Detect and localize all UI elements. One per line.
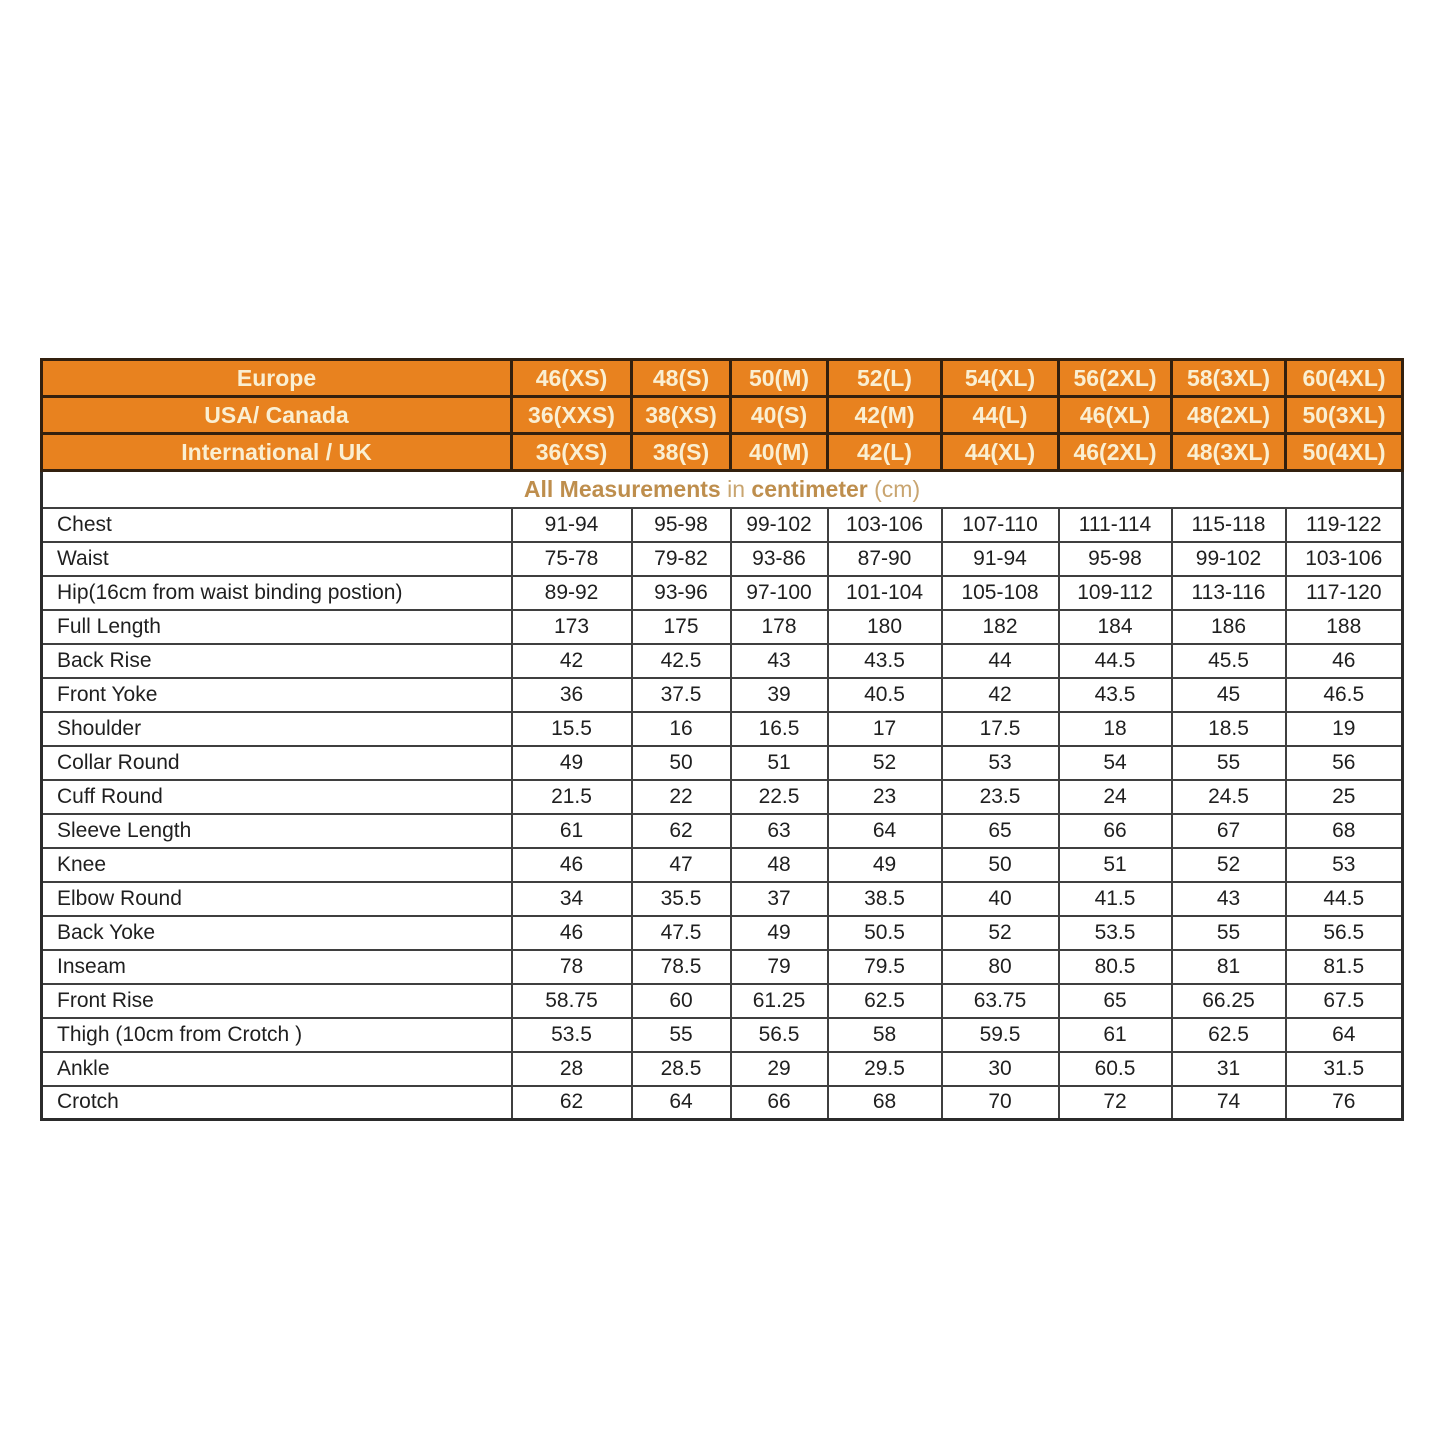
value-cell: 36 bbox=[512, 678, 632, 712]
value-cell: 78.5 bbox=[632, 950, 731, 984]
value-cell: 186 bbox=[1172, 610, 1286, 644]
value-cell: 93-96 bbox=[632, 576, 731, 610]
units-note-lead: All Measurements bbox=[523, 475, 721, 502]
value-cell: 61.25 bbox=[731, 984, 828, 1018]
value-cell: 113-116 bbox=[1172, 576, 1286, 610]
value-cell: 97-100 bbox=[731, 576, 828, 610]
value-cell: 28 bbox=[512, 1052, 632, 1086]
size-cell: 48(3XL) bbox=[1172, 434, 1286, 471]
value-cell: 31 bbox=[1172, 1052, 1286, 1086]
value-cell: 119-122 bbox=[1286, 508, 1403, 542]
value-cell: 53 bbox=[942, 746, 1059, 780]
value-cell: 80.5 bbox=[1059, 950, 1172, 984]
value-cell: 43.5 bbox=[828, 644, 942, 678]
size-cell: 60(4XL) bbox=[1286, 360, 1403, 397]
value-cell: 95-98 bbox=[1059, 542, 1172, 576]
value-cell: 39 bbox=[731, 678, 828, 712]
region-label-europe: Europe bbox=[42, 360, 512, 397]
size-cell: 50(4XL) bbox=[1286, 434, 1403, 471]
measurement-label: Front Rise bbox=[42, 984, 512, 1018]
size-cell: 52(L) bbox=[828, 360, 942, 397]
measurement-row bbox=[42, 610, 1403, 644]
value-cell: 46 bbox=[1286, 644, 1403, 678]
size-cell: 50(M) bbox=[731, 360, 828, 397]
value-cell: 67 bbox=[1172, 814, 1286, 848]
value-cell: 99-102 bbox=[731, 508, 828, 542]
measurement-row bbox=[42, 916, 1403, 950]
value-cell: 188 bbox=[1286, 610, 1403, 644]
measurement-row bbox=[42, 712, 1403, 746]
value-cell: 24.5 bbox=[1172, 780, 1286, 814]
size-cell: 58(3XL) bbox=[1172, 360, 1286, 397]
value-cell: 38.5 bbox=[828, 882, 942, 916]
value-cell: 40 bbox=[942, 882, 1059, 916]
value-cell: 178 bbox=[731, 610, 828, 644]
value-cell: 111-114 bbox=[1059, 508, 1172, 542]
value-cell: 43.5 bbox=[1059, 678, 1172, 712]
value-cell: 37.5 bbox=[632, 678, 731, 712]
value-cell: 93-86 bbox=[731, 542, 828, 576]
value-cell: 58.75 bbox=[512, 984, 632, 1018]
value-cell: 175 bbox=[632, 610, 731, 644]
measurement-label: Inseam bbox=[42, 950, 512, 984]
units-note-row bbox=[42, 471, 1403, 508]
measurement-label: Back Rise bbox=[42, 644, 512, 678]
size-cell: 42(M) bbox=[828, 397, 942, 434]
value-cell: 16.5 bbox=[731, 712, 828, 746]
size-cell: 38(XS) bbox=[632, 397, 731, 434]
header-row-europe bbox=[42, 360, 1403, 397]
value-cell: 17.5 bbox=[942, 712, 1059, 746]
value-cell: 28.5 bbox=[632, 1052, 731, 1086]
measurement-label: Knee bbox=[42, 848, 512, 882]
value-cell: 105-108 bbox=[942, 576, 1059, 610]
value-cell: 64 bbox=[828, 814, 942, 848]
value-cell: 89-92 bbox=[512, 576, 632, 610]
value-cell: 91-94 bbox=[942, 542, 1059, 576]
size-cell: 42(L) bbox=[828, 434, 942, 471]
measurement-row bbox=[42, 848, 1403, 882]
measurement-row bbox=[42, 1052, 1403, 1086]
value-cell: 81.5 bbox=[1286, 950, 1403, 984]
value-cell: 44 bbox=[942, 644, 1059, 678]
size-cell: 56(2XL) bbox=[1059, 360, 1172, 397]
value-cell: 22 bbox=[632, 780, 731, 814]
value-cell: 99-102 bbox=[1172, 542, 1286, 576]
value-cell: 70 bbox=[942, 1086, 1059, 1120]
size-cell: 38(S) bbox=[632, 434, 731, 471]
size-cell: 50(3XL) bbox=[1286, 397, 1403, 434]
measurement-label: Cuff Round bbox=[42, 780, 512, 814]
value-cell: 66.25 bbox=[1172, 984, 1286, 1018]
size-cell: 44(L) bbox=[942, 397, 1059, 434]
units-note bbox=[42, 471, 1403, 508]
value-cell: 182 bbox=[942, 610, 1059, 644]
value-cell: 46.5 bbox=[1286, 678, 1403, 712]
value-cell: 40.5 bbox=[828, 678, 942, 712]
value-cell: 49 bbox=[731, 916, 828, 950]
value-cell: 25 bbox=[1286, 780, 1403, 814]
value-cell: 60 bbox=[632, 984, 731, 1018]
value-cell: 17 bbox=[828, 712, 942, 746]
value-cell: 29.5 bbox=[828, 1052, 942, 1086]
measurement-row bbox=[42, 576, 1403, 610]
value-cell: 45 bbox=[1172, 678, 1286, 712]
value-cell: 66 bbox=[731, 1086, 828, 1120]
value-cell: 47.5 bbox=[632, 916, 731, 950]
measurement-row bbox=[42, 644, 1403, 678]
value-cell: 42 bbox=[942, 678, 1059, 712]
value-cell: 63.75 bbox=[942, 984, 1059, 1018]
value-cell: 81 bbox=[1172, 950, 1286, 984]
value-cell: 53.5 bbox=[1059, 916, 1172, 950]
size-cell: 54(XL) bbox=[942, 360, 1059, 397]
value-cell: 72 bbox=[1059, 1086, 1172, 1120]
value-cell: 74 bbox=[1172, 1086, 1286, 1120]
value-cell: 66 bbox=[1059, 814, 1172, 848]
measurement-row bbox=[42, 950, 1403, 984]
value-cell: 180 bbox=[828, 610, 942, 644]
value-cell: 78 bbox=[512, 950, 632, 984]
measurement-row bbox=[42, 508, 1403, 542]
value-cell: 64 bbox=[1286, 1018, 1403, 1052]
size-cell: 36(XXS) bbox=[512, 397, 632, 434]
value-cell: 44.5 bbox=[1286, 882, 1403, 916]
value-cell: 50 bbox=[942, 848, 1059, 882]
value-cell: 68 bbox=[1286, 814, 1403, 848]
size-cell: 46(XL) bbox=[1059, 397, 1172, 434]
value-cell: 35.5 bbox=[632, 882, 731, 916]
value-cell: 30 bbox=[942, 1052, 1059, 1086]
size-cell: 46(2XL) bbox=[1059, 434, 1172, 471]
size-cell: 36(XS) bbox=[512, 434, 632, 471]
value-cell: 115-118 bbox=[1172, 508, 1286, 542]
value-cell: 58 bbox=[828, 1018, 942, 1052]
value-cell: 109-112 bbox=[1059, 576, 1172, 610]
value-cell: 31.5 bbox=[1286, 1052, 1403, 1086]
value-cell: 19 bbox=[1286, 712, 1403, 746]
measurement-row bbox=[42, 780, 1403, 814]
value-cell: 63 bbox=[731, 814, 828, 848]
value-cell: 62.5 bbox=[828, 984, 942, 1018]
value-cell: 56 bbox=[1286, 746, 1403, 780]
value-cell: 15.5 bbox=[512, 712, 632, 746]
value-cell: 50.5 bbox=[828, 916, 942, 950]
measurement-row bbox=[42, 542, 1403, 576]
measurement-row bbox=[42, 1086, 1403, 1120]
value-cell: 22.5 bbox=[731, 780, 828, 814]
value-cell: 59.5 bbox=[942, 1018, 1059, 1052]
value-cell: 79-82 bbox=[632, 542, 731, 576]
measurement-label: Elbow Round bbox=[42, 882, 512, 916]
value-cell: 51 bbox=[1059, 848, 1172, 882]
value-cell: 37 bbox=[731, 882, 828, 916]
value-cell: 62 bbox=[632, 814, 731, 848]
value-cell: 101-104 bbox=[828, 576, 942, 610]
measurement-label: Sleeve Length bbox=[42, 814, 512, 848]
measurement-label: Shoulder bbox=[42, 712, 512, 746]
value-cell: 62.5 bbox=[1172, 1018, 1286, 1052]
value-cell: 46 bbox=[512, 916, 632, 950]
measurement-label: Waist bbox=[42, 542, 512, 576]
value-cell: 52 bbox=[942, 916, 1059, 950]
value-cell: 91-94 bbox=[512, 508, 632, 542]
value-cell: 79 bbox=[731, 950, 828, 984]
value-cell: 53.5 bbox=[512, 1018, 632, 1052]
measurement-label: Back Yoke bbox=[42, 916, 512, 950]
size-chart-table bbox=[40, 358, 1404, 1121]
value-cell: 61 bbox=[512, 814, 632, 848]
header-row-international-uk bbox=[42, 434, 1403, 471]
value-cell: 64 bbox=[632, 1086, 731, 1120]
value-cell: 41.5 bbox=[1059, 882, 1172, 916]
measurement-row bbox=[42, 678, 1403, 712]
measurement-row bbox=[42, 984, 1403, 1018]
measurement-label: Thigh (10cm from Crotch ) bbox=[42, 1018, 512, 1052]
value-cell: 107-110 bbox=[942, 508, 1059, 542]
measurement-label: Collar Round bbox=[42, 746, 512, 780]
size-cell: 48(S) bbox=[632, 360, 731, 397]
measurement-label: Chest bbox=[42, 508, 512, 542]
value-cell: 43 bbox=[731, 644, 828, 678]
value-cell: 65 bbox=[942, 814, 1059, 848]
measurement-row bbox=[42, 814, 1403, 848]
units-note-tail: (cm) bbox=[867, 475, 921, 502]
value-cell: 24 bbox=[1059, 780, 1172, 814]
value-cell: 53 bbox=[1286, 848, 1403, 882]
value-cell: 49 bbox=[512, 746, 632, 780]
value-cell: 55 bbox=[1172, 746, 1286, 780]
value-cell: 62 bbox=[512, 1086, 632, 1120]
value-cell: 54 bbox=[1059, 746, 1172, 780]
value-cell: 46 bbox=[512, 848, 632, 882]
value-cell: 95-98 bbox=[632, 508, 731, 542]
size-cell: 40(M) bbox=[731, 434, 828, 471]
region-label-usa-canada: USA/ Canada bbox=[42, 397, 512, 434]
measurement-label: Full Length bbox=[42, 610, 512, 644]
value-cell: 48 bbox=[731, 848, 828, 882]
value-cell: 87-90 bbox=[828, 542, 942, 576]
value-cell: 29 bbox=[731, 1052, 828, 1086]
value-cell: 184 bbox=[1059, 610, 1172, 644]
value-cell: 52 bbox=[1172, 848, 1286, 882]
value-cell: 45.5 bbox=[1172, 644, 1286, 678]
size-cell: 46(XS) bbox=[512, 360, 632, 397]
units-note-mid: in bbox=[720, 475, 752, 502]
measurement-label: Ankle bbox=[42, 1052, 512, 1086]
value-cell: 18 bbox=[1059, 712, 1172, 746]
header-row-usa-canada bbox=[42, 397, 1403, 434]
value-cell: 21.5 bbox=[512, 780, 632, 814]
measurement-row bbox=[42, 882, 1403, 916]
measurement-label: Crotch bbox=[42, 1086, 512, 1120]
value-cell: 80 bbox=[942, 950, 1059, 984]
value-cell: 60.5 bbox=[1059, 1052, 1172, 1086]
size-cell: 48(2XL) bbox=[1172, 397, 1286, 434]
value-cell: 67.5 bbox=[1286, 984, 1403, 1018]
value-cell: 68 bbox=[828, 1086, 942, 1120]
value-cell: 55 bbox=[632, 1018, 731, 1052]
value-cell: 79.5 bbox=[828, 950, 942, 984]
value-cell: 47 bbox=[632, 848, 731, 882]
value-cell: 43 bbox=[1172, 882, 1286, 916]
value-cell: 42 bbox=[512, 644, 632, 678]
value-cell: 52 bbox=[828, 746, 942, 780]
measurement-row bbox=[42, 746, 1403, 780]
value-cell: 65 bbox=[1059, 984, 1172, 1018]
value-cell: 56.5 bbox=[731, 1018, 828, 1052]
value-cell: 50 bbox=[632, 746, 731, 780]
measurement-label: Hip(16cm from waist binding postion) bbox=[42, 576, 512, 610]
value-cell: 76 bbox=[1286, 1086, 1403, 1120]
units-note-unit: centimeter bbox=[751, 475, 868, 502]
value-cell: 23 bbox=[828, 780, 942, 814]
value-cell: 61 bbox=[1059, 1018, 1172, 1052]
size-cell: 44(XL) bbox=[942, 434, 1059, 471]
measurement-row bbox=[42, 1018, 1403, 1052]
value-cell: 16 bbox=[632, 712, 731, 746]
value-cell: 103-106 bbox=[828, 508, 942, 542]
value-cell: 18.5 bbox=[1172, 712, 1286, 746]
value-cell: 56.5 bbox=[1286, 916, 1403, 950]
value-cell: 103-106 bbox=[1286, 542, 1403, 576]
value-cell: 34 bbox=[512, 882, 632, 916]
value-cell: 42.5 bbox=[632, 644, 731, 678]
value-cell: 75-78 bbox=[512, 542, 632, 576]
value-cell: 51 bbox=[731, 746, 828, 780]
value-cell: 55 bbox=[1172, 916, 1286, 950]
value-cell: 23.5 bbox=[942, 780, 1059, 814]
value-cell: 49 bbox=[828, 848, 942, 882]
measurement-label: Front Yoke bbox=[42, 678, 512, 712]
value-cell: 173 bbox=[512, 610, 632, 644]
value-cell: 117-120 bbox=[1286, 576, 1403, 610]
value-cell: 44.5 bbox=[1059, 644, 1172, 678]
size-cell: 40(S) bbox=[731, 397, 828, 434]
region-label-international-uk: International / UK bbox=[42, 434, 512, 471]
